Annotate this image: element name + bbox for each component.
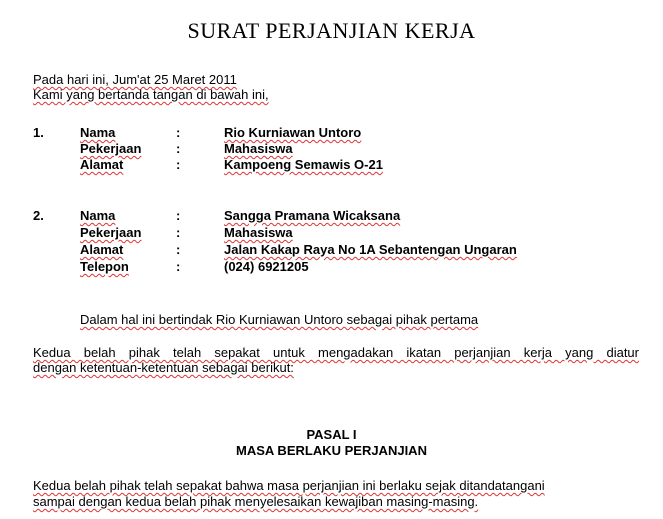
party-2-address-value: Jalan Kakap Raya No 1A Sebantengan Ungaran <box>224 242 517 257</box>
opening-line-signatories: Kami yang bertanda tangan di bawah ini, <box>33 87 269 102</box>
party-2-address-label: Alamat <box>80 242 124 257</box>
party-2-address-row <box>0 242 663 258</box>
party-1-address-value: Kampoeng Semawis O-21 <box>224 157 383 172</box>
party-1-occupation-label: Pekerjaan <box>80 141 142 156</box>
pasal-subheading: MASA BERLAKU PERJANJIAN <box>236 443 427 458</box>
party-2-address-colon: : <box>176 242 181 257</box>
party-2-occupation-colon: : <box>176 225 181 240</box>
opening-line-date: Pada hari ini, Jum'at 25 Maret 2011 <box>33 72 237 87</box>
party-1-address-colon: : <box>176 157 181 172</box>
party-2-name-label: Nama <box>80 208 116 223</box>
party-2-number: 2. <box>33 208 44 223</box>
document-title: SURAT PERJANJIAN KERJA <box>187 18 476 43</box>
party-2-occupation-label: Pekerjaan <box>80 225 142 240</box>
pasal-body-line-1: Kedua belah pihak telah sepakat bahwa masa perjanjian ini berlaku sejak ditandatangani <box>33 478 545 493</box>
party-2-phone-value: (024) 6921205 <box>224 259 309 274</box>
party-2-name-colon: : <box>176 208 181 223</box>
party-2-occupation-row <box>0 225 663 241</box>
agreement-paragraph <box>33 345 639 375</box>
party-1-address-label: Alamat <box>80 157 124 172</box>
party-2-occupation-value: Mahasiswa <box>224 225 293 240</box>
party-1-address-row <box>0 157 663 173</box>
party-1-name-colon: : <box>176 125 181 140</box>
party-1-occupation-value: Mahasiswa <box>224 141 293 156</box>
party-2-name-row <box>0 208 663 224</box>
first-party-statement: Dalam hal ini bertindak Rio Kurniawan Untoro sebagai pihak pertama <box>80 312 479 327</box>
agreement-line-1: Kedua belah pihak telah sepakat untuk mengadakan ikatan perjanjian kerja yang diatur <box>33 345 639 360</box>
pasal-body-line-2: sampai dengan kedua belah pihak menyelesaikan kewajiban masing-masing. <box>33 494 479 509</box>
party-2-name-value: Sangga Pramana Wicaksana <box>224 208 401 223</box>
party-1-name-row <box>0 125 663 141</box>
party-2-phone-row <box>0 259 663 275</box>
party-2-phone-label: Telepon <box>80 259 129 274</box>
party-1-occupation-row <box>0 141 663 157</box>
party-1-occupation-colon: : <box>176 141 181 156</box>
party-2-phone-colon: : <box>176 259 181 274</box>
agreement-line-2: dengan ketentuan-ketentuan sebagai berikut: <box>33 360 294 375</box>
party-1-number: 1. <box>33 125 44 140</box>
party-1-name-value: Rio Kurniawan Untoro <box>224 125 362 140</box>
pasal-heading: PASAL I <box>306 427 357 442</box>
party-1-name-label: Nama <box>80 125 116 140</box>
